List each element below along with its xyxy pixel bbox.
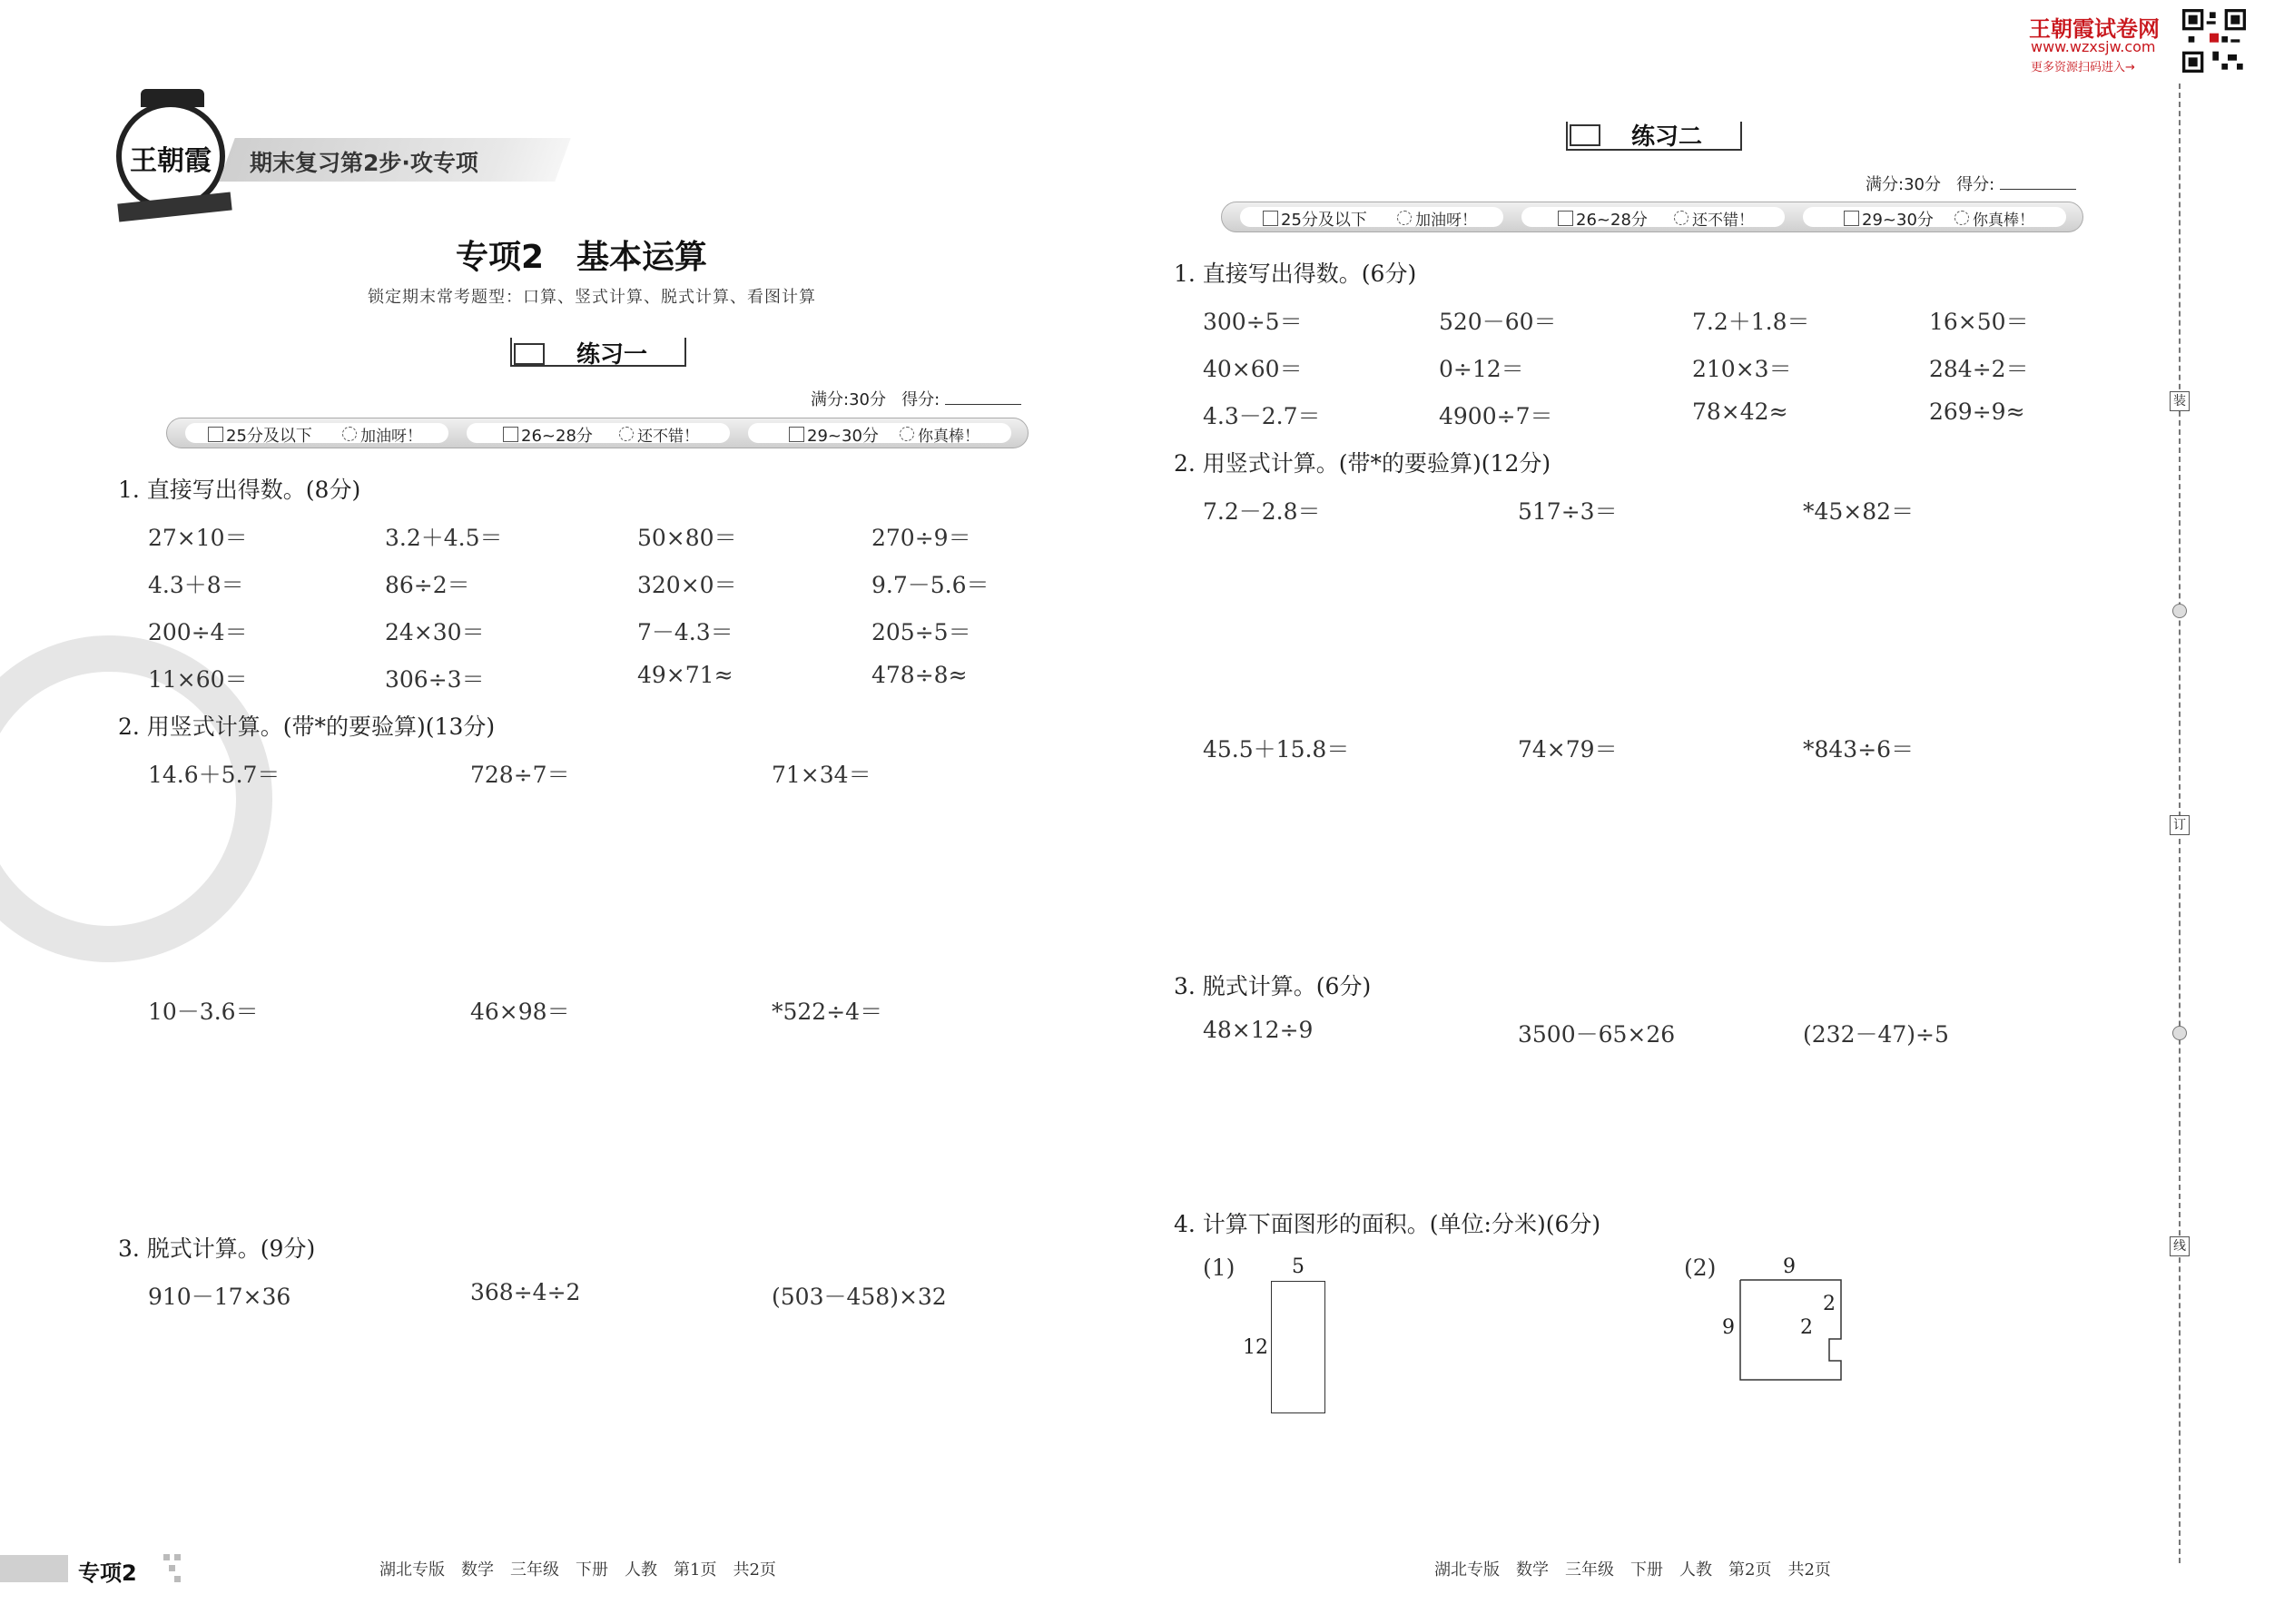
binding-hole-icon	[2172, 1026, 2187, 1040]
math-item: 48×12÷9	[1203, 1017, 1314, 1043]
brand-url: www.wzxsjw.com	[2031, 38, 2156, 55]
math-item: *522÷4＝	[772, 999, 883, 1025]
score-box	[1866, 172, 2076, 195]
question-title: 3. 脱式计算。(9分)	[118, 1235, 316, 1262]
face-icon	[342, 427, 357, 441]
math-item: 0÷12＝	[1439, 356, 1524, 382]
math-item: 74×79＝	[1518, 736, 1618, 763]
binding-mark: 线	[2170, 1236, 2190, 1256]
math-item: 45.5＋15.8＝	[1203, 736, 1350, 763]
brand-tip: 更多资源扫码进入→	[2031, 61, 2135, 74]
rating-range: 26~28分	[521, 427, 593, 446]
math-item: 210×3＝	[1692, 356, 1792, 382]
math-item: 27×10＝	[148, 525, 248, 551]
math-item: 3500－65×26	[1518, 1021, 1676, 1048]
figure-dimension: 9	[1783, 1255, 1796, 1278]
face-icon	[1397, 211, 1412, 225]
figure-dimension: 12	[1243, 1336, 1268, 1359]
math-item: 520－60＝	[1439, 309, 1557, 335]
math-item: (232－47)÷5	[1803, 1021, 1949, 1048]
notch-width: 2	[1823, 1293, 1836, 1315]
page-title: 专项2 基本运算	[456, 239, 708, 276]
math-item: (503－458)×32	[772, 1284, 947, 1310]
math-item: 71×34＝	[772, 762, 871, 788]
math-item: 78×42≈	[1692, 399, 1788, 425]
pencil-note-icon	[1570, 124, 1600, 146]
figure-label: (2)	[1684, 1255, 1717, 1281]
math-item: 49×71≈	[637, 662, 733, 688]
score-blank	[2000, 189, 2076, 190]
math-item: 728÷7＝	[470, 762, 570, 788]
binding-mark: 订	[2170, 815, 2190, 835]
math-item: *45×82＝	[1803, 498, 1915, 525]
rating-range: 25分及以下	[1281, 211, 1367, 230]
question-title: 2. 用竖式计算。(带*的要验算)(12分)	[1174, 450, 1551, 477]
math-item: 7－4.3＝	[637, 619, 733, 645]
banner-text: 期末复习第2步·攻专项	[250, 150, 478, 176]
rating-checkbox[interactable]	[208, 427, 223, 442]
qr-code-icon[interactable]	[2182, 9, 2246, 73]
page-footer: 湖北专版 数学 三年级 下册 人教 第1页 共2页	[379, 1560, 776, 1580]
rating-bar	[166, 418, 1029, 448]
page-subtitle: 锁定期末常考题型：口算、竖式计算、脱式计算、看图计算	[368, 288, 816, 307]
math-item: 205÷5＝	[871, 619, 971, 645]
score-get-label: 得分:	[901, 390, 940, 409]
face-icon	[619, 427, 634, 441]
rating-range: 25分及以下	[226, 427, 312, 446]
figure-dimension: 9	[1722, 1316, 1735, 1339]
score-box	[811, 387, 1021, 410]
math-item: 24×30＝	[385, 619, 485, 645]
logo-text: 王朝霞	[130, 145, 212, 177]
rating-checkbox[interactable]	[1558, 211, 1573, 226]
math-item: 368÷4÷2	[470, 1279, 581, 1305]
face-icon	[900, 427, 914, 441]
math-item: 11×60＝	[148, 666, 248, 693]
math-item: 478÷8≈	[871, 662, 968, 688]
math-item: 320×0＝	[637, 572, 737, 598]
rating-checkbox[interactable]	[1844, 211, 1859, 226]
page-footer: 湖北专版 数学 三年级 下册 人教 第2页 共2页	[1434, 1560, 1831, 1580]
rating-checkbox[interactable]	[789, 427, 804, 442]
math-item: 86÷2＝	[385, 572, 470, 598]
tag-bar	[0, 1555, 68, 1582]
math-item: 3.2＋4.5＝	[385, 525, 503, 551]
figure-label: (1)	[1203, 1255, 1236, 1281]
rating-comment: 还不错！	[1692, 212, 1754, 230]
math-item: 200÷4＝	[148, 619, 248, 645]
figure-dimension: 5	[1292, 1255, 1305, 1278]
rectangle-figure	[1271, 1281, 1325, 1413]
rating-comment: 还不错！	[637, 428, 699, 446]
math-item: 4900÷7＝	[1439, 403, 1553, 429]
math-item: 14.6＋5.7＝	[148, 762, 281, 788]
notch-height: 2	[1800, 1316, 1813, 1339]
math-item: 40×60＝	[1203, 356, 1303, 382]
face-icon	[1674, 211, 1689, 225]
math-item: 517÷3＝	[1518, 498, 1618, 525]
math-item: 46×98＝	[470, 999, 570, 1025]
rating-comment: 加油呀！	[1415, 212, 1477, 230]
score-blank	[945, 404, 1021, 405]
rating-checkbox[interactable]	[1263, 211, 1278, 226]
score-full: 满分:30分	[1866, 175, 1941, 194]
math-item: 4.3－2.7＝	[1203, 403, 1321, 429]
exercise-title: 练习一	[576, 341, 648, 369]
score-get-label: 得分:	[1956, 175, 1995, 194]
math-item: 270÷9＝	[871, 525, 971, 551]
rating-comment: 你真棒！	[918, 428, 980, 446]
question-title: 4. 计算下面图形的面积。(单位:分米)(6分)	[1174, 1211, 1601, 1237]
math-item: 284÷2＝	[1929, 356, 2029, 382]
math-item: 9.7－5.6＝	[871, 572, 989, 598]
rating-comment: 你真棒！	[1973, 212, 2034, 230]
face-icon	[1954, 211, 1969, 225]
rating-checkbox[interactable]	[503, 427, 518, 442]
question-title: 1. 直接写出得数。(6分)	[1174, 261, 1417, 287]
math-item: *843÷6＝	[1803, 736, 1915, 763]
math-item: 16×50＝	[1929, 309, 2029, 335]
math-item: 269÷9≈	[1929, 399, 2025, 425]
math-item: 4.3＋8＝	[148, 572, 244, 598]
binding-hole-icon	[2172, 604, 2187, 618]
section-tag: 专项2	[78, 1560, 137, 1586]
math-item: 7.2－2.8＝	[1203, 498, 1321, 525]
rating-range: 29~30分	[807, 427, 879, 446]
exercise-title: 练习二	[1631, 123, 1703, 151]
rating-bar	[1221, 202, 2083, 232]
brand-name: 王朝霞试卷网	[2029, 16, 2160, 42]
question-title: 2. 用竖式计算。(带*的要验算)(13分)	[118, 714, 496, 740]
math-item: 910－17×36	[148, 1284, 291, 1310]
math-item: 50×80＝	[637, 525, 737, 551]
math-item: 7.2＋1.8＝	[1692, 309, 1810, 335]
math-item: 306÷3＝	[385, 666, 485, 693]
math-item: 300÷5＝	[1203, 309, 1303, 335]
question-title: 3. 脱式计算。(6分)	[1174, 973, 1372, 999]
binding-mark: 装	[2170, 391, 2190, 411]
math-item: 10－3.6＝	[148, 999, 259, 1025]
rating-comment: 加油呀！	[360, 428, 422, 446]
question-title: 1. 直接写出得数。(8分)	[118, 477, 361, 503]
rating-range: 29~30分	[1862, 211, 1934, 230]
pencil-note-icon	[514, 343, 545, 365]
rating-range: 26~28分	[1576, 211, 1648, 230]
score-full: 满分:30分	[811, 390, 886, 409]
